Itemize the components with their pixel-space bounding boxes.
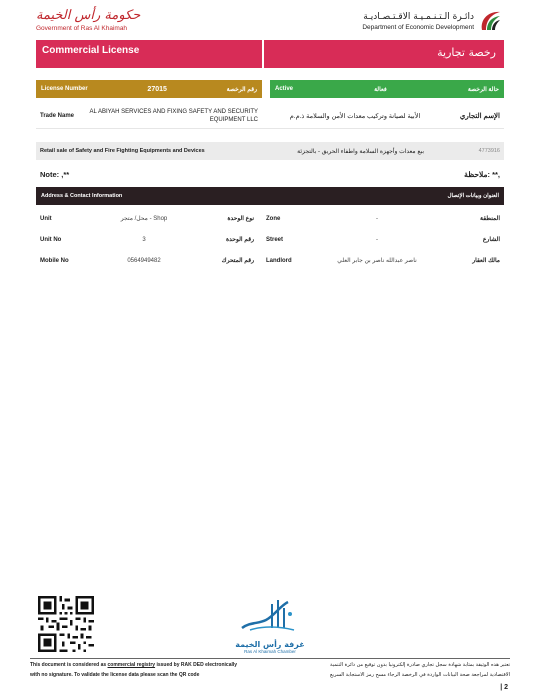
address-key: Unit: [40, 215, 52, 222]
trade-name-label: Trade Name: [40, 112, 75, 119]
note-row: [36, 170, 504, 182]
document-title-ar: رخصة تجارية: [264, 40, 504, 68]
address-header: [36, 187, 504, 205]
note-ar: ملاحظة: **,: [464, 170, 500, 179]
license-status-box: [270, 80, 504, 98]
footer-note-line2: with no signature. To validate the license data please scan the QR code: [30, 672, 200, 678]
commercial-registry-link[interactable]: commercial registry: [107, 662, 156, 668]
license-bar: [36, 80, 504, 98]
license-status-label: Active: [275, 86, 294, 92]
government-name-en: Government of Ras Al Khaimah: [36, 25, 128, 32]
address-grid: [36, 208, 504, 271]
activity-ar: بيع معدات وأجهزة السلامة واطفاء الحريق - بالتجزئة: [297, 148, 424, 155]
address-value-2: ناصر عبدالله ناصر بن جابر العلي: [337, 258, 417, 264]
chamber-name-en: Ras Al Khaimah Chamber: [244, 649, 296, 654]
ded-name-ar: دائـرة الـتـنـمـيـة الاقـتـصـاديـة: [363, 12, 474, 22]
note-en: Note: ,**: [40, 170, 70, 179]
address-row: [36, 250, 504, 271]
address-key-2: Zone: [266, 215, 281, 222]
footer-note-ar: [280, 660, 510, 680]
footer-divider: [30, 658, 510, 659]
address-key-2: Landlord: [266, 257, 292, 264]
footer-note-pre: This document is considered as: [30, 662, 108, 668]
address-value-2: -: [376, 236, 378, 243]
ded-name-en: Department of Economic Development: [362, 24, 474, 31]
address-key-ar: رقم المتحرك: [221, 258, 254, 264]
document-title-en: Commercial License: [36, 40, 262, 68]
activity-code: 4773916: [478, 148, 500, 154]
trade-name-label-ar: الإسم التجاري: [459, 112, 500, 120]
license-number-label: License Number: [41, 86, 88, 92]
address-header-en: Address & Contact Information: [41, 193, 123, 199]
address-value: محل/ متجر - Shop: [120, 216, 168, 222]
trade-name-value-ar: الأبية لصيانة وتركيب معدات الأمن والسلامة ذ.م.م: [289, 112, 421, 120]
qr-code[interactable]: [38, 596, 94, 652]
chamber-emblem-icon: [228, 594, 312, 636]
address-value-2: -: [376, 215, 378, 222]
address-key: Mobile No: [40, 257, 69, 264]
footer-note-ar-line2: الاقتصادية لمراجعة صحة البيانات الواردة في الرخصة الرجاء مسح رمز الاستجابة السريع: [329, 672, 510, 678]
government-logo: [36, 8, 146, 32]
license-number-box: [36, 80, 262, 98]
address-key-ar-2: الشارع: [482, 237, 500, 243]
trade-name-value-en: AL ABIYAH SERVICES AND FIXING SAFETY AND SECURITY EQUIPMENT LLC: [89, 108, 258, 123]
address-value: 0564949482: [127, 257, 161, 264]
activity-row: [36, 142, 504, 160]
address-value: 3: [142, 236, 146, 243]
address-key-ar-2: مالك العقار: [472, 258, 500, 264]
address-key: Unit No: [40, 236, 62, 243]
footer-note-post: issued by RAK DED electronically: [155, 662, 238, 668]
page-number: | 2: [500, 684, 508, 691]
address-row: [36, 229, 504, 250]
license-status-label-ar: حالة الرخصة: [467, 86, 499, 93]
address-key-ar: نوع الوحدة: [227, 216, 254, 222]
ded-emblem-icon: [478, 8, 504, 34]
ded-logo: [362, 8, 504, 34]
address-header-ar: العنوان وبيانات الإتصال: [447, 193, 499, 199]
license-number-label-ar: رقم الرخصة: [226, 86, 257, 93]
footer-note-en: [30, 660, 260, 680]
address-key-ar: رقم الوحدة: [225, 237, 254, 243]
license-status-value-ar: فعالة: [374, 86, 387, 93]
footer-note-ar-line1: تعتبر هذه الوثيقة بمثابة شهادة سجل تجاري صادرة إلكترونيا بدون توقيع من دائرة التنمية: [330, 662, 510, 668]
title-bar: [36, 40, 504, 68]
chamber-logo: [228, 594, 312, 654]
address-key-ar-2: المنطقة: [480, 216, 500, 222]
address-row: [36, 208, 504, 229]
activity-en: Retail sale of Safety and Fire Fighting Equipments and Devices: [40, 148, 205, 154]
trade-name-row: [36, 103, 504, 129]
chamber-name-ar: غرفة رأس الخيمة: [235, 640, 305, 649]
license-number-value: 27015: [147, 85, 167, 93]
address-key-2: Street: [266, 236, 284, 243]
government-name-ar: حكومة رأس الخيمة: [36, 8, 141, 23]
